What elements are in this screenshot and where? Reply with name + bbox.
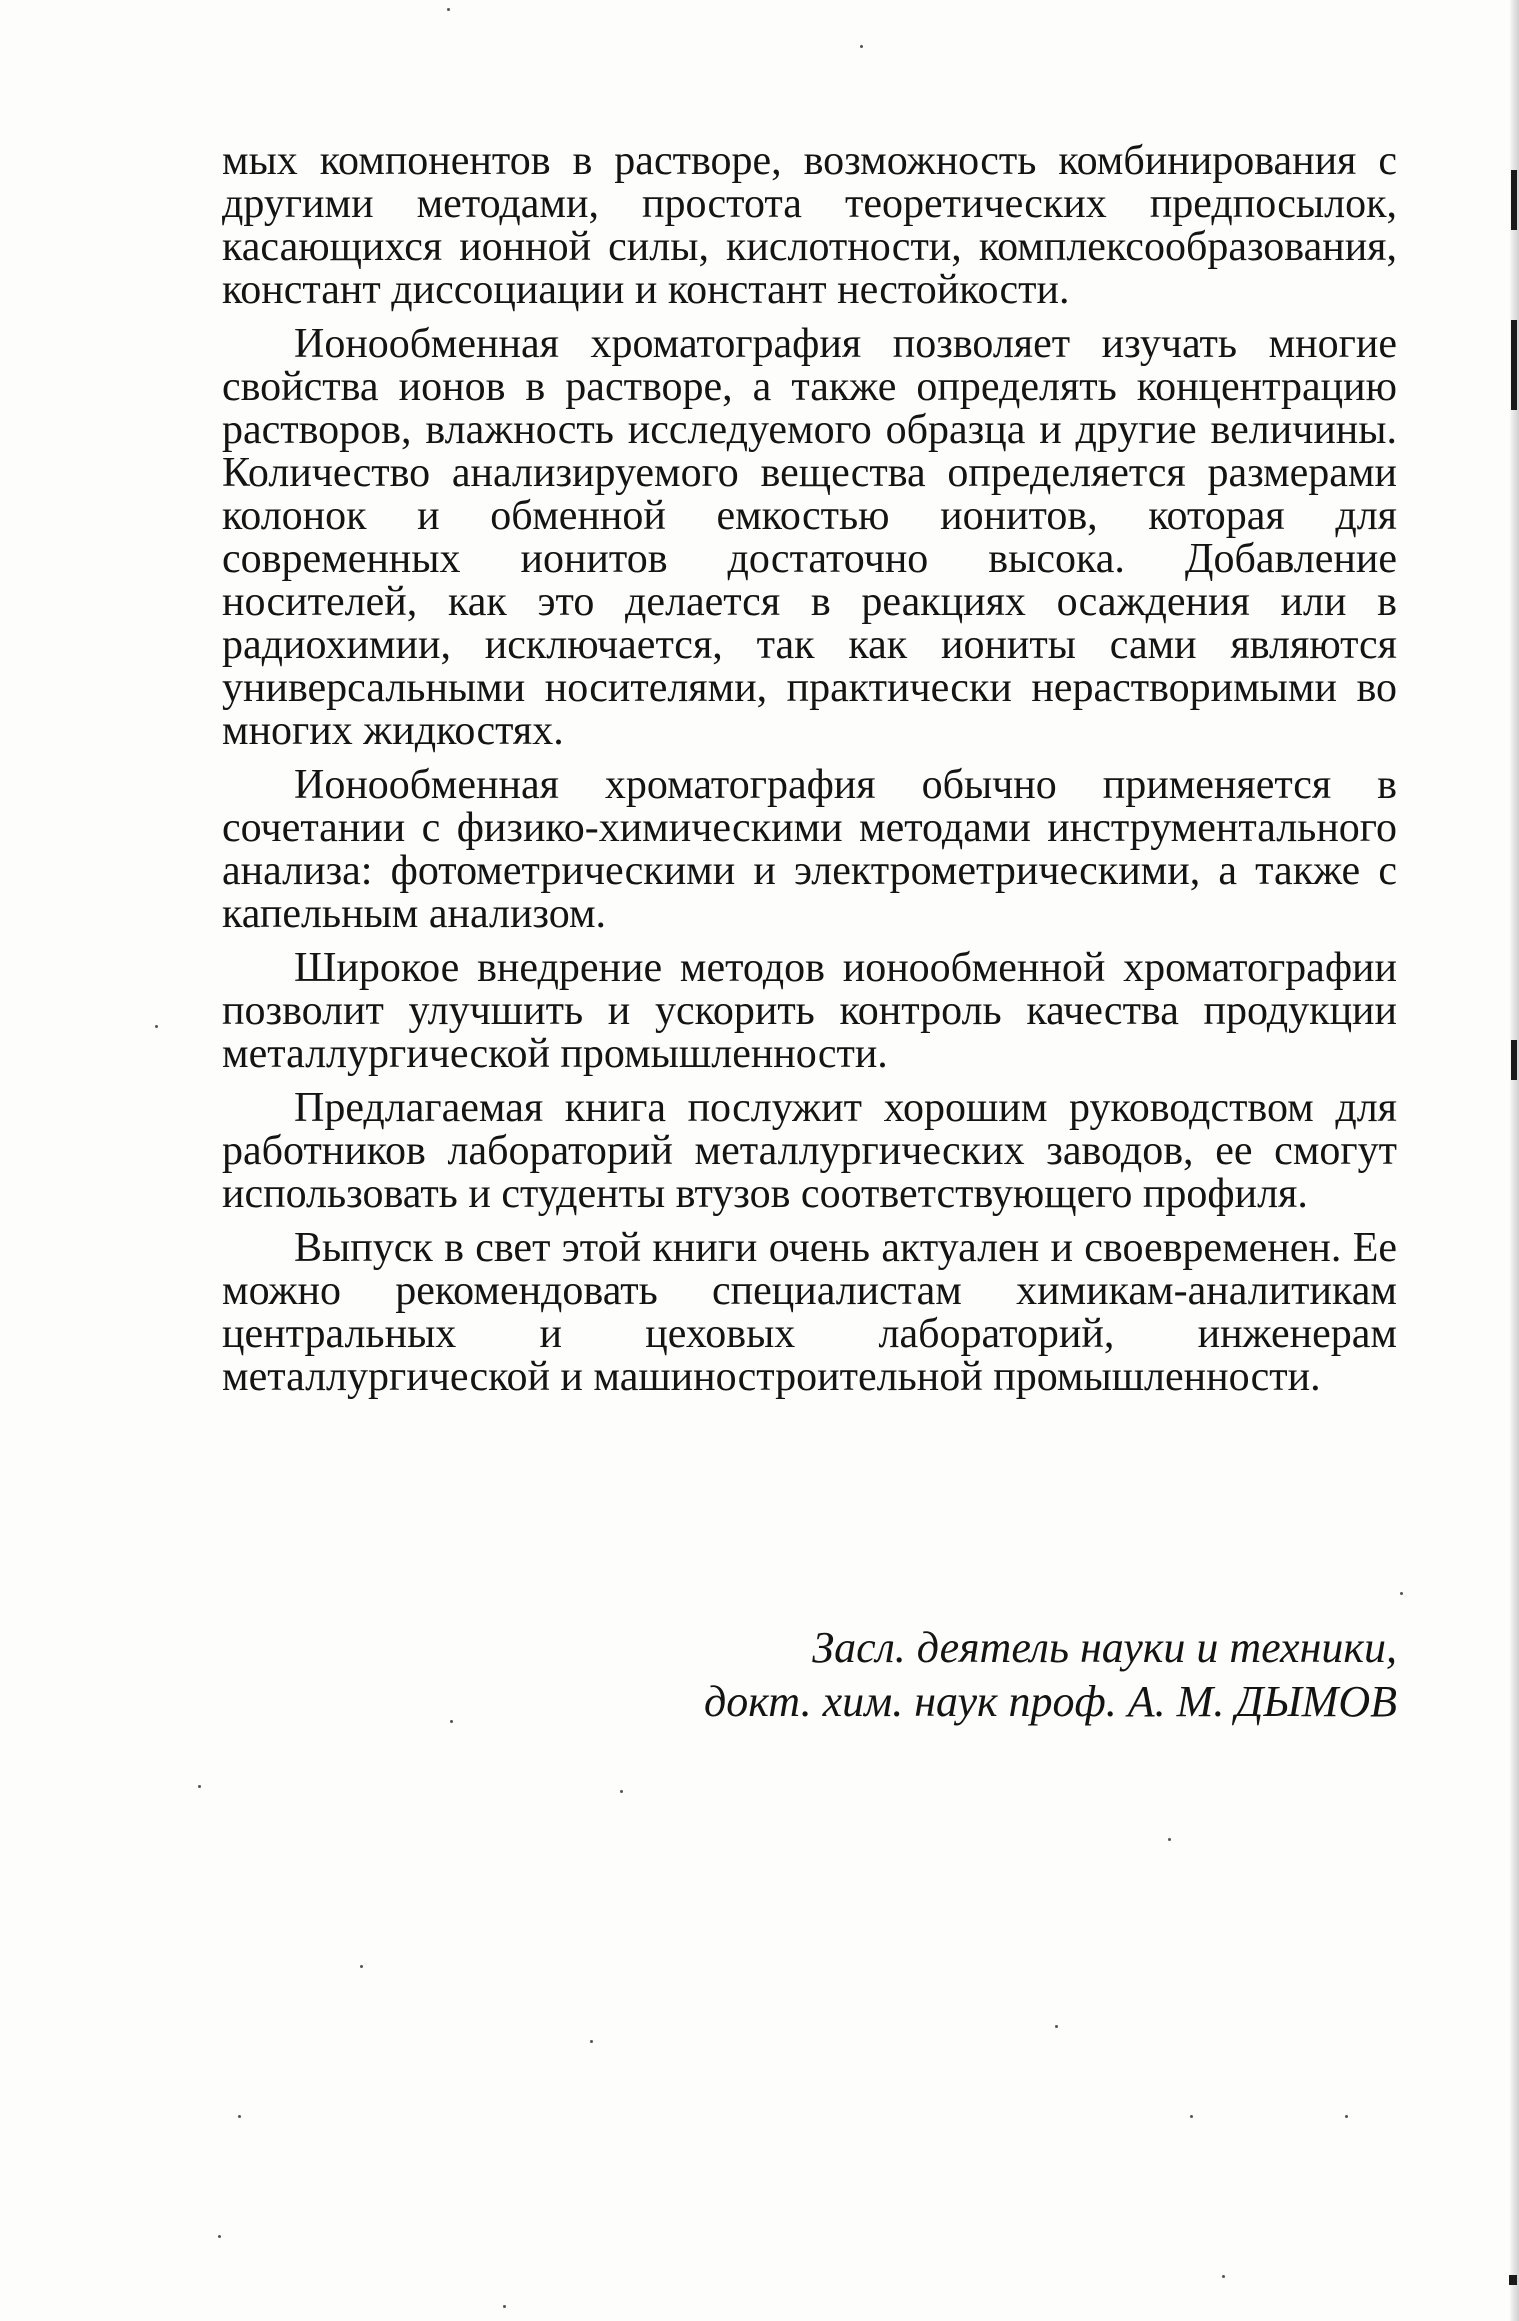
scan-speck bbox=[1055, 2025, 1058, 2028]
paragraph: Широкое внедрение методов ионообменной хроматографии позволит улучшить и ускорить контроль качества продукции металлургической промышленности. bbox=[222, 945, 1397, 1077]
scan-speck bbox=[1400, 1592, 1403, 1595]
scan-speck bbox=[360, 1965, 363, 1968]
scan-speck bbox=[1222, 2275, 1225, 2278]
paragraph: Ионообменная хроматография обычно применяется в сочетании с физико-химическими методами инструментального анализа: фотометрическими и электрометрическими, а также с капельным анализом. bbox=[222, 762, 1397, 937]
preface-text bbox=[222, 140, 1397, 1410]
scan-edge-mark bbox=[1511, 1040, 1517, 1080]
scan-speck bbox=[447, 8, 450, 11]
scan-speck bbox=[620, 1790, 623, 1793]
signature-name: докт. хим. наук проф. А. М. ДЫМОВ bbox=[704, 1677, 1397, 1726]
scan-edge-mark bbox=[1511, 320, 1517, 410]
scan-speck bbox=[198, 1785, 201, 1788]
scan-speck bbox=[503, 2305, 506, 2308]
scan-speck bbox=[218, 2235, 221, 2238]
paragraph: Ионообменная хроматография позволяет изучать многие свойства ионов в растворе, а также определять концентрацию растворов, влажность исследуемого образца и другие величины. Количество анализируемого вещества определяется размерами колонок и обменной емкостью ионитов, которая для современных ионитов достаточно высока. Добавление носителей, как это делается в реакциях осаждения или в радиохимии, исключается, так как иониты сами являются универсальными носителями, практически нерастворимыми во многих жидкостях. bbox=[222, 321, 1397, 754]
paragraph: Предлагаемая книга послужит хорошим руководством для работников лабораторий металлургических заводов, ее смогут использовать и студенты втузов соответствующего профиля. bbox=[222, 1085, 1397, 1217]
scan-speck bbox=[155, 1025, 158, 1028]
scan-edge-mark bbox=[1509, 2275, 1517, 2285]
scan-speck bbox=[860, 45, 863, 48]
scan-speck bbox=[590, 2040, 593, 2043]
scan-speck bbox=[1168, 1838, 1171, 1841]
paragraph: Выпуск в свет этой книги очень актуален и своевременен. Ее можно рекомендовать специалистам химикам-аналитикам центральных и цеховых лабораторий, инженерам металлургической и машиностроительной промышленности. bbox=[222, 1225, 1397, 1400]
scan-speck bbox=[450, 1720, 453, 1723]
scan-speck bbox=[238, 2115, 241, 2118]
author-signature bbox=[704, 1621, 1397, 1729]
signature-title: Засл. деятель науки и техники, bbox=[812, 1623, 1397, 1672]
paragraph: мых компонентов в растворе, возможность комбинирования с другими методами, простота теоретических предпосылок, касающихся ионной силы, кислотности, комплексообразования, констант диссоциации и констант нестойкости. bbox=[222, 138, 1397, 313]
scan-edge-mark bbox=[1511, 170, 1517, 230]
scan-speck bbox=[1190, 2115, 1193, 2118]
scan-speck bbox=[1345, 2115, 1348, 2118]
